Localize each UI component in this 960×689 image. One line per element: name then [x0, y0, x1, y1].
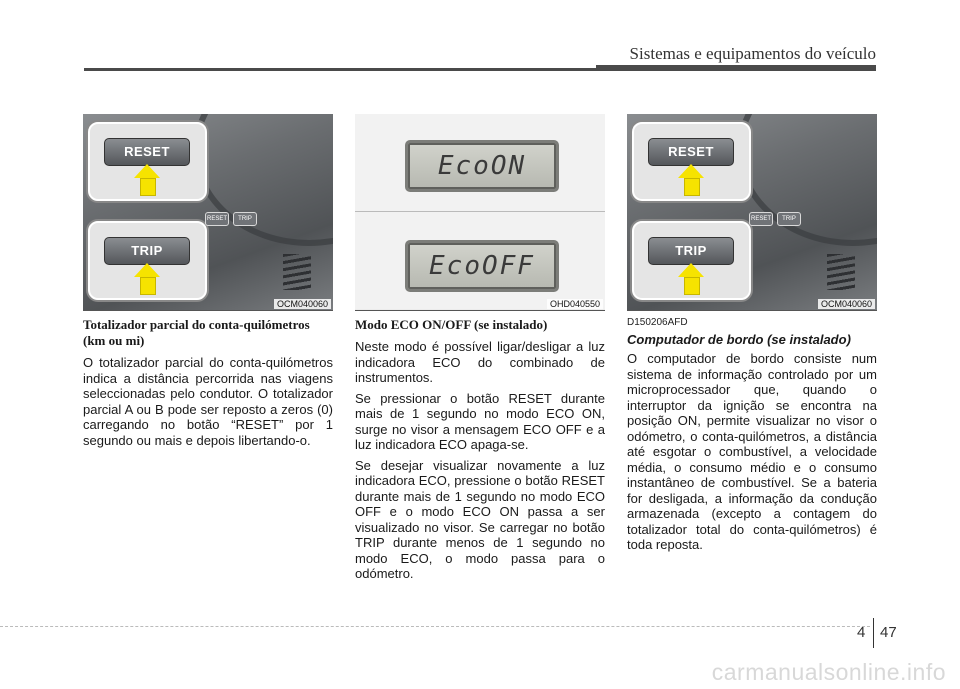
arrow-up-icon: [134, 263, 160, 277]
chapter-number: 4: [857, 624, 866, 641]
paragraph: O computador de bordo consiste num sistema de informação controlado por um microprocessador que, quando o interruptor da ignição se encontra na posição ON, permite visualizar no visor o odómetro, o conta-quilómetros, a distância até esgotar o combustível, a velocidade média, o consumo médio e o consumo instantâneo de combustível. Se a bateria for desligada, a informação da condução armazenada (excepto a contagem do totalizador total do conta-quilómetros) é toda reposta.: [627, 351, 877, 552]
eco-on-display: EcoON: [405, 140, 559, 192]
mini-trip-button: TRIP: [233, 212, 257, 226]
paragraph: O totalizador parcial do conta-quilómetros indica a distância percorrida nas viagens seleccionadas pelo condutor. O totalizador parcial A ou B pode ser reposto a zeros (0) carregando no botão “RESET” por 1 segundo ou mais e depois libertando-o.: [83, 355, 333, 448]
trip-button-illustration: TRIP: [648, 237, 734, 265]
cluster-buttons: [749, 207, 805, 226]
section-heading: Modo ECO ON/OFF (se instalado): [355, 317, 548, 332]
arrow-up-icon: [134, 164, 160, 178]
arrow-up-icon: [678, 164, 704, 178]
page-number: 47: [880, 624, 897, 641]
paragraph: Neste modo é possível ligar/desligar a luz indicadora ECO do combinado de instrumentos.: [355, 339, 605, 385]
reset-callout: [632, 122, 751, 201]
section-code: D150206AFD: [627, 317, 688, 328]
footer-rule: [0, 626, 870, 628]
vent-grille: [827, 254, 855, 290]
trip-button-illustration: TRIP: [104, 237, 190, 265]
figure-reset-trip-buttons: [627, 114, 877, 311]
reset-callout: [88, 122, 207, 201]
page-header-title: Sistemas e equipamentos do veículo: [629, 44, 876, 63]
vent-grille: [283, 254, 311, 290]
trip-callout: [88, 221, 207, 300]
eco-off-display: EcoOFF: [405, 240, 559, 292]
mini-reset-button: RESET: [205, 212, 229, 226]
column-eco-mode: [355, 114, 605, 587]
section-heading: Computador de bordo (se instalado): [627, 332, 851, 347]
column-trip-computer: [627, 114, 877, 558]
reset-button-illustration: RESET: [104, 138, 190, 166]
reset-button-illustration: RESET: [648, 138, 734, 166]
column-trip-odometer: [83, 114, 333, 453]
watermark: carmanualsonline.info: [711, 659, 946, 685]
figure-code: OCM040060: [274, 299, 331, 309]
figure-reset-trip-buttons: [83, 114, 333, 311]
paragraph: Se desejar visualizar novamente a luz indicadora ECO, pressione o botão RESET durante mais de 1 segundo no modo ECO OFF e o modo ECO ON passa a ser visualizado no visor. Se carregar no botão TRIP durante menos de 1 segundo no modo ECO, o modo passa para o odómetro.: [355, 457, 605, 581]
mini-reset-button: RESET: [749, 212, 773, 226]
figure-code: OCM040060: [818, 299, 875, 309]
trip-callout: [632, 221, 751, 300]
figure-eco-display: [355, 114, 605, 311]
header-rule: [84, 68, 876, 71]
section-heading: Totalizador parcial do conta-quilómetros (km ou mi): [83, 317, 310, 348]
mini-trip-button: TRIP: [777, 212, 801, 226]
cluster-buttons: [205, 207, 261, 226]
figure-code: OHD040550: [547, 299, 603, 309]
arrow-up-icon: [678, 263, 704, 277]
paragraph: Se pressionar o botão RESET durante mais de 1 segundo no modo ECO ON, surge no visor a mensagem ECO OFF e a luz indicadora ECO apaga-se.: [355, 390, 605, 452]
footer-separator: [873, 618, 874, 648]
